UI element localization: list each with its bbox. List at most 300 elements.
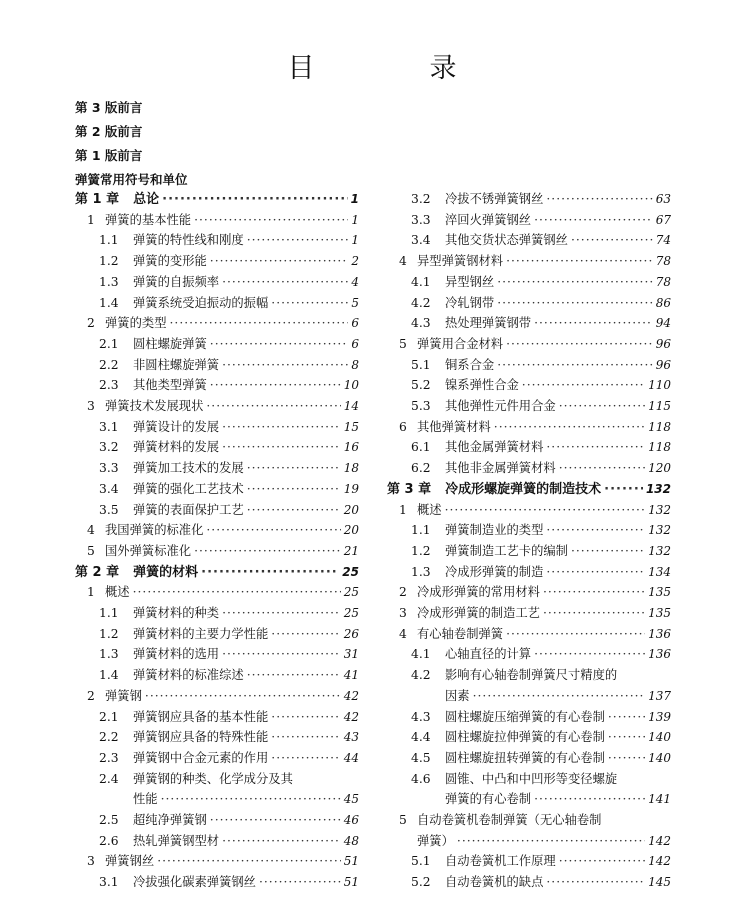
toc-leader-dots [271, 707, 340, 728]
toc-frontmatter-item[interactable] [75, 170, 359, 191]
toc-entry-row[interactable] [387, 665, 671, 686]
toc-entry-row[interactable] [387, 355, 671, 376]
toc-leader-dots [201, 563, 339, 584]
toc-entry-label: 弹簧加工技术的发展 [133, 461, 244, 476]
toc-leader-dots [571, 230, 653, 251]
toc-leader-dots [497, 293, 653, 314]
toc-entry-number: 3.2 [411, 192, 431, 206]
toc-entry-label: 影响有心轴卷制弹簧尺寸精度的 [445, 668, 618, 683]
toc-entry-number: 2 [87, 688, 95, 703]
toc-leader-dots [157, 851, 341, 872]
toc-entry-row[interactable] [387, 272, 671, 293]
toc-page-number: 118 [648, 440, 671, 455]
toc-page-number: 2 [351, 254, 359, 269]
toc-leader-dots [210, 375, 341, 396]
toc-entry-number: 1.1 [99, 233, 119, 248]
toc-entry-number: 2.2 [99, 730, 119, 745]
toc-entry-number: 4.1 [411, 274, 431, 289]
toc-entry-label: 其他交货状态弹簧钢丝 [445, 233, 568, 248]
toc-page-number: 136 [648, 647, 671, 662]
toc-leader-dots [543, 582, 645, 603]
toc-entry-row[interactable] [387, 520, 671, 541]
toc-entry-row[interactable] [387, 458, 671, 479]
toc-entry-label: 弹簧的有心卷制 [445, 792, 532, 807]
toc-entry-row[interactable] [387, 437, 671, 458]
toc-leader-dots [206, 520, 340, 541]
toc-entry-row[interactable] [75, 582, 359, 603]
toc-entry-row[interactable] [387, 831, 671, 852]
toc-entry-row[interactable] [75, 851, 359, 872]
toc-entry-label: 冷拔不锈弹簧钢丝 [445, 192, 544, 206]
toc-entry-number: 第 3 章 [387, 481, 432, 497]
toc-page-number: 78 [655, 254, 671, 269]
toc-entry-number: 4.3 [411, 316, 431, 331]
toc-entry-number: 5.2 [411, 378, 431, 393]
toc-leader-dots [259, 872, 341, 893]
toc-leader-dots [559, 458, 645, 479]
toc-entry-row[interactable] [75, 789, 359, 810]
toc-entry-row[interactable] [387, 686, 671, 707]
toc-entry-label: 总论 [133, 192, 160, 207]
toc-leader-dots [271, 293, 348, 314]
toc-entry-row[interactable] [75, 334, 359, 355]
toc-leader-dots [543, 603, 645, 624]
toc-page-number: 6 [351, 336, 359, 351]
toc-page-number: 142 [648, 833, 671, 848]
toc-entry-label: 圆柱螺旋弹簧 [133, 336, 207, 351]
toc-entry-row[interactable] [75, 603, 359, 624]
toc-entry-number: 3.4 [411, 233, 431, 248]
toc-entry-row[interactable] [75, 872, 359, 893]
toc-entry-row[interactable] [75, 375, 359, 396]
toc-entry-label: 弹簧材料的发展 [133, 440, 220, 455]
toc-page-number: 16 [343, 440, 359, 455]
toc-leader-dots [608, 748, 645, 769]
toc-page-number: 6 [351, 316, 359, 331]
toc-entry-row[interactable] [387, 251, 671, 272]
toc-page-number: 132 [645, 481, 671, 496]
toc-entry-row[interactable] [387, 334, 671, 355]
toc-entry-label: 第 2 版前言 [75, 124, 143, 139]
toc-entry-label: 镍系弹性合金 [445, 378, 519, 393]
toc-entry-row[interactable] [387, 189, 671, 210]
toc-page-number: 140 [648, 750, 671, 765]
toc-leader-dots [222, 437, 341, 458]
toc-entry-label: 非圆柱螺旋弹簧 [133, 357, 220, 372]
toc-entry-number: 5 [87, 543, 95, 558]
toc-page-number: 20 [343, 502, 359, 517]
toc-page-number: 25 [342, 564, 359, 579]
toc-entry-row[interactable] [387, 313, 671, 334]
toc-entry-row[interactable] [75, 417, 359, 438]
toc-entry-number: 1.3 [411, 564, 431, 579]
toc-page-number: 142 [648, 854, 671, 869]
toc-entry-label: 其他金属弹簧材料 [445, 440, 544, 455]
toc-frontmatter-item[interactable] [75, 122, 359, 143]
toc-entry-number: 5.2 [411, 875, 431, 890]
toc-chapter-row[interactable] [75, 189, 359, 210]
toc-entry-label: 自动卷簧机工作原理 [445, 854, 556, 869]
toc-entry-number: 4.1 [411, 647, 431, 662]
toc-entry-number: 5 [399, 336, 407, 351]
toc-entry-row[interactable] [387, 851, 671, 872]
toc-entry-number: 1.3 [99, 274, 119, 289]
toc-entry-number: 3.3 [99, 461, 119, 476]
toc-leader-dots [210, 251, 349, 272]
toc-leader-dots [222, 272, 348, 293]
toc-page-number: 20 [343, 523, 359, 538]
toc-entry-number: 5.1 [411, 854, 431, 869]
toc-entry-number: 4 [399, 626, 407, 641]
toc-leader-dots [571, 541, 645, 562]
toc-page-number: 134 [648, 564, 671, 579]
toc-entry-row[interactable] [387, 500, 671, 521]
toc-page-number: 118 [648, 419, 671, 434]
toc-entry-row[interactable] [75, 748, 359, 769]
toc-leader-dots [145, 686, 341, 707]
toc-entry-label: 热处理弹簧钢带 [445, 316, 532, 331]
toc-entry-row[interactable] [75, 396, 359, 417]
toc-page-number: 74 [655, 233, 671, 248]
toc-entry-label: 弹簧钢丝 [105, 854, 155, 869]
toc-entry-row[interactable] [387, 810, 671, 831]
toc-page-number: 25 [343, 606, 359, 620]
toc-page-number: 18 [343, 461, 359, 476]
toc-leader-dots [506, 624, 645, 645]
toc-page-number: 63 [655, 192, 671, 206]
toc-page-number: 43 [343, 730, 359, 745]
toc-entry-label: 弹簧制造工艺卡的编制 [445, 543, 568, 558]
toc-page-number: 51 [343, 854, 359, 869]
toc-leader-dots [247, 479, 341, 500]
toc-page-number: 46 [343, 813, 359, 827]
toc-entry-row[interactable] [75, 727, 359, 748]
toc-entry-label: 性能 [133, 792, 158, 807]
toc-entry-number: 第 1 章 [75, 192, 120, 207]
toc-leader-dots [222, 644, 341, 665]
toc-entry-label: 弹簧系统受迫振动的振幅 [133, 295, 269, 310]
toc-leader-dots [534, 644, 645, 665]
toc-entry-label: 弹簧的类型 [105, 316, 167, 331]
toc-entry-label: 弹簧钢 [105, 688, 142, 703]
toc-entry-row[interactable] [387, 789, 671, 810]
toc-entry-label: 冷成形弹簧的制造工艺 [417, 606, 540, 620]
toc-entry-number: 6.1 [411, 440, 431, 455]
toc-leader-dots [206, 396, 340, 417]
toc-page-number: 139 [648, 709, 671, 724]
toc-entry-row[interactable] [75, 458, 359, 479]
toc-leader-dots [497, 272, 653, 293]
toc-leader-dots [604, 480, 643, 501]
toc-entry-label: 铜系合金 [445, 357, 495, 372]
toc-leader-dots [546, 189, 652, 210]
toc-entry-label: 弹簧钢应具备的基本性能 [133, 709, 269, 724]
toc-entry-row[interactable] [75, 355, 359, 376]
toc-page-number: 41 [343, 668, 359, 683]
toc-entry-row[interactable] [75, 437, 359, 458]
toc-page-number: 25 [343, 585, 359, 600]
toc-page-number: 137 [648, 688, 671, 703]
toc-leader-dots [546, 437, 645, 458]
toc-entry-label: 概述 [417, 502, 442, 517]
toc-entry-number: 3.5 [99, 502, 119, 517]
toc-entry-number: 2.5 [99, 813, 119, 827]
toc-entry-row[interactable] [75, 769, 359, 790]
toc-entry-label: 超纯净弹簧钢 [133, 813, 207, 827]
toc-page-number: 115 [648, 399, 671, 413]
toc-page-number: 110 [648, 378, 671, 393]
toc-entry-number: 4.3 [411, 709, 431, 724]
toc-entry-number: 1.2 [99, 626, 119, 641]
toc-leader-dots [194, 541, 341, 562]
toc-page-number: 42 [343, 688, 359, 703]
toc-leader-dots [534, 313, 653, 334]
toc-page-number: 1 [351, 233, 359, 248]
toc-page-number: 26 [343, 626, 359, 641]
toc-leader-dots [210, 810, 341, 831]
toc-leader-dots [247, 230, 349, 251]
toc-frontmatter-item[interactable] [75, 146, 359, 167]
toc-leader-dots [522, 375, 645, 396]
toc-page-number: 140 [648, 730, 671, 745]
toc-page-number: 78 [655, 274, 671, 289]
toc-page-number: 5 [351, 295, 359, 310]
toc-leader-dots [608, 707, 645, 728]
toc-leader-dots [247, 458, 341, 479]
toc-entry-row[interactable] [75, 479, 359, 500]
toc-page-number: 42 [343, 709, 359, 724]
toc-entry-row[interactable] [75, 520, 359, 541]
toc-page-number: 94 [655, 316, 671, 331]
toc-entry-label: 冷成形弹簧的制造 [445, 564, 544, 579]
toc-page-number: 141 [648, 792, 671, 807]
toc-entry-row[interactable] [387, 624, 671, 645]
toc-entry-label: 弹簧用合金材料 [417, 336, 504, 351]
toc-entry-number: 第 2 章 [75, 564, 120, 580]
toc-entry-label: 弹簧的自振频率 [133, 274, 220, 289]
toc-entry-label: 其他弹性元件用合金 [445, 399, 556, 413]
toc-entry-number: 4.2 [411, 668, 431, 683]
toc-entry-number: 1 [87, 212, 95, 227]
toc-page-number: 14 [343, 399, 359, 413]
toc-entry-label: 弹簧制造业的类型 [445, 523, 544, 538]
toc-leader-dots [222, 355, 348, 376]
toc-entry-row[interactable] [387, 396, 671, 417]
toc-page-number: 8 [351, 357, 359, 372]
toc-entry-number: 2.3 [99, 378, 119, 393]
toc-entry-label: 弹簧钢的种类、化学成分及其 [133, 771, 293, 786]
toc-entry-number: 1.2 [99, 254, 119, 269]
toc-entry-number: 3.1 [99, 419, 119, 434]
toc-leader-dots [445, 500, 645, 521]
toc-entry-label: 心轴直径的计算 [445, 647, 532, 662]
toc-leader-dots [506, 334, 653, 355]
toc-leader-dots [559, 851, 645, 872]
toc-page-number: 132 [648, 502, 671, 517]
toc-page-number: 44 [343, 750, 359, 765]
toc-entry-row[interactable] [75, 644, 359, 665]
toc-entry-number: 5 [399, 813, 407, 827]
toc-entry-label: 弹簧材料的种类 [133, 606, 220, 620]
toc-leader-dots [546, 520, 645, 541]
toc-entry-label: 第 3 版前言 [75, 100, 143, 115]
toc-leader-dots [494, 417, 645, 438]
toc-entry-label: 弹簧材料的标准综述 [133, 668, 244, 683]
toc-frontmatter-item[interactable] [75, 98, 359, 119]
toc-leader-dots [457, 831, 645, 852]
toc-entry-row[interactable] [387, 727, 671, 748]
toc-entry-label: 冷拔强化碳素弹簧钢丝 [133, 875, 256, 890]
toc-leader-dots [546, 872, 645, 893]
toc-entry-label: 其他类型弹簧 [133, 378, 207, 393]
toc-entry-label: 淬回火弹簧钢丝 [445, 212, 532, 227]
toc-leader-dots [559, 396, 645, 417]
toc-entry-number: 5.3 [411, 399, 431, 413]
toc-entry-row[interactable] [387, 210, 671, 231]
toc-entry-number: 2 [87, 316, 95, 331]
toc-entry-label: 弹簧材料的选用 [133, 647, 220, 662]
toc-leader-dots [271, 727, 340, 748]
toc-leader-dots [162, 190, 348, 211]
toc-entry-row[interactable] [387, 562, 671, 583]
toc-entry-number: 4.2 [411, 295, 431, 310]
toc-entry-number: 4 [87, 523, 95, 538]
toc-entry-label: 弹簧的强化工艺技术 [133, 481, 244, 496]
toc-entry-label: 冷轧钢带 [445, 295, 495, 310]
toc-entry-label: 其他弹簧材料 [417, 419, 491, 434]
toc-entry-label: 弹簧材料的主要力学性能 [133, 626, 269, 641]
toc-entry-number: 2.1 [99, 709, 119, 724]
toc-entry-label: 弹簧技术发展现状 [105, 399, 204, 413]
toc-entry-number: 1.2 [411, 543, 431, 558]
toc-entry-number: 4.6 [411, 771, 431, 786]
toc-entry-label: 异型钢丝 [445, 274, 495, 289]
toc-entry-number: 1.4 [99, 295, 119, 310]
toc-entry-row[interactable] [75, 293, 359, 314]
toc-entry-number: 4.4 [411, 730, 431, 745]
toc-chapter-row[interactable] [75, 562, 359, 583]
toc-entry-number: 1.1 [411, 523, 431, 538]
toc-entry-row[interactable] [75, 686, 359, 707]
toc-leader-dots [194, 210, 348, 231]
toc-entry-row[interactable] [387, 748, 671, 769]
toc-entry-label: 第 1 版前言 [75, 148, 143, 163]
toc-entry-number: 2.3 [99, 750, 119, 765]
toc-entry-label: 我国弹簧的标准化 [105, 523, 204, 538]
toc-leader-dots [222, 417, 341, 438]
toc-entry-row[interactable] [387, 375, 671, 396]
toc-entry-number: 2.1 [99, 336, 119, 351]
toc-entry-row[interactable] [75, 665, 359, 686]
toc-entry-label: 弹簧钢中合金元素的作用 [133, 750, 269, 765]
toc-entry-number: 1.4 [99, 668, 119, 683]
toc-entry-label: 自动卷簧机的缺点 [445, 875, 544, 890]
toc-page-number: 145 [648, 875, 671, 890]
toc-entry-row[interactable] [387, 582, 671, 603]
toc-entry-number: 3.2 [99, 440, 119, 455]
toc-leader-dots [608, 727, 645, 748]
toc-page-number: 51 [343, 875, 359, 890]
toc-entry-number: 2.6 [99, 833, 119, 848]
toc-entry-number: 3.4 [99, 481, 119, 496]
toc-entry-number: 4 [399, 254, 407, 269]
toc-page-number: 31 [343, 647, 359, 662]
toc-entry-label: 弹簧设计的发展 [133, 419, 220, 434]
toc-leader-dots [222, 831, 341, 852]
toc-entry-label: 冷成形螺旋弹簧的制造技术 [445, 481, 602, 497]
toc-entry-row[interactable] [387, 707, 671, 728]
toc-entry-label: 圆柱螺旋拉伸弹簧的有心卷制 [445, 730, 605, 745]
toc-leader-dots [222, 603, 341, 624]
toc-entry-row[interactable] [387, 230, 671, 251]
toc-entry-row[interactable] [75, 624, 359, 645]
toc-entry-row[interactable] [75, 210, 359, 231]
toc-entry-label: 弹簧的基本性能 [105, 212, 192, 227]
toc-leader-dots [247, 665, 341, 686]
toc-entry-number: 5.1 [411, 357, 431, 372]
toc-leader-dots [534, 789, 645, 810]
toc-entry-row[interactable] [75, 272, 359, 293]
toc-page-number: 67 [655, 212, 671, 227]
toc-entry-number: 3 [87, 854, 95, 869]
toc-page-number: 135 [648, 585, 671, 600]
toc-entry-row[interactable] [75, 230, 359, 251]
toc-entry-row[interactable] [75, 541, 359, 562]
toc-entry-row[interactable] [75, 500, 359, 521]
toc-entry-label: 概述 [105, 585, 130, 600]
toc-entry-row[interactable] [75, 251, 359, 272]
toc-entry-number: 3.1 [99, 875, 119, 890]
toc-entry-row[interactable] [75, 313, 359, 334]
toc-page-number: 120 [648, 461, 671, 476]
toc-entry-row[interactable] [387, 541, 671, 562]
toc-entry-row[interactable] [387, 872, 671, 893]
toc-entry-label: 其他非金属弹簧材料 [445, 461, 556, 476]
toc-page-number: 96 [655, 357, 671, 372]
toc-page-number: 136 [648, 626, 671, 641]
toc-leader-dots [161, 789, 341, 810]
toc-entry-number: 3.3 [411, 212, 431, 227]
toc-entry-label: 自动卷簧机卷制弹簧（无心轴卷制 [417, 813, 602, 827]
toc-chapter-row[interactable] [387, 479, 671, 500]
toc-leader-dots [546, 562, 645, 583]
toc-entry-row[interactable] [387, 293, 671, 314]
toc-entry-number: 1.1 [99, 606, 119, 620]
toc-page-number: 96 [655, 336, 671, 351]
toc-entry-row[interactable] [387, 417, 671, 438]
toc-entry-label: 有心轴卷制弹簧 [417, 626, 504, 641]
toc-entry-label: 异型弹簧钢材料 [417, 254, 504, 269]
toc-entry-row[interactable] [75, 810, 359, 831]
toc-entry-number: 4.5 [411, 750, 431, 765]
toc-page-number: 135 [648, 606, 671, 620]
toc-entry-label: 圆柱螺旋压缩弹簧的有心卷制 [445, 709, 605, 724]
toc-leader-dots [473, 686, 645, 707]
toc-page-number: 10 [343, 378, 359, 393]
toc-entry-row[interactable] [75, 831, 359, 852]
toc-leader-dots [170, 313, 349, 334]
toc-entry-label: 弹簧的材料 [133, 564, 199, 580]
toc-entry-label: 弹簧） [417, 833, 454, 848]
toc-entry-row[interactable] [387, 603, 671, 624]
toc-entry-row[interactable] [75, 707, 359, 728]
toc-entry-number: 6.2 [411, 461, 431, 476]
toc-entry-row[interactable] [387, 644, 671, 665]
toc-entry-row[interactable] [387, 769, 671, 790]
toc-leader-dots [210, 334, 349, 355]
toc-entry-number: 3 [399, 606, 407, 620]
toc-entry-label: 弹簧的变形能 [133, 254, 207, 269]
